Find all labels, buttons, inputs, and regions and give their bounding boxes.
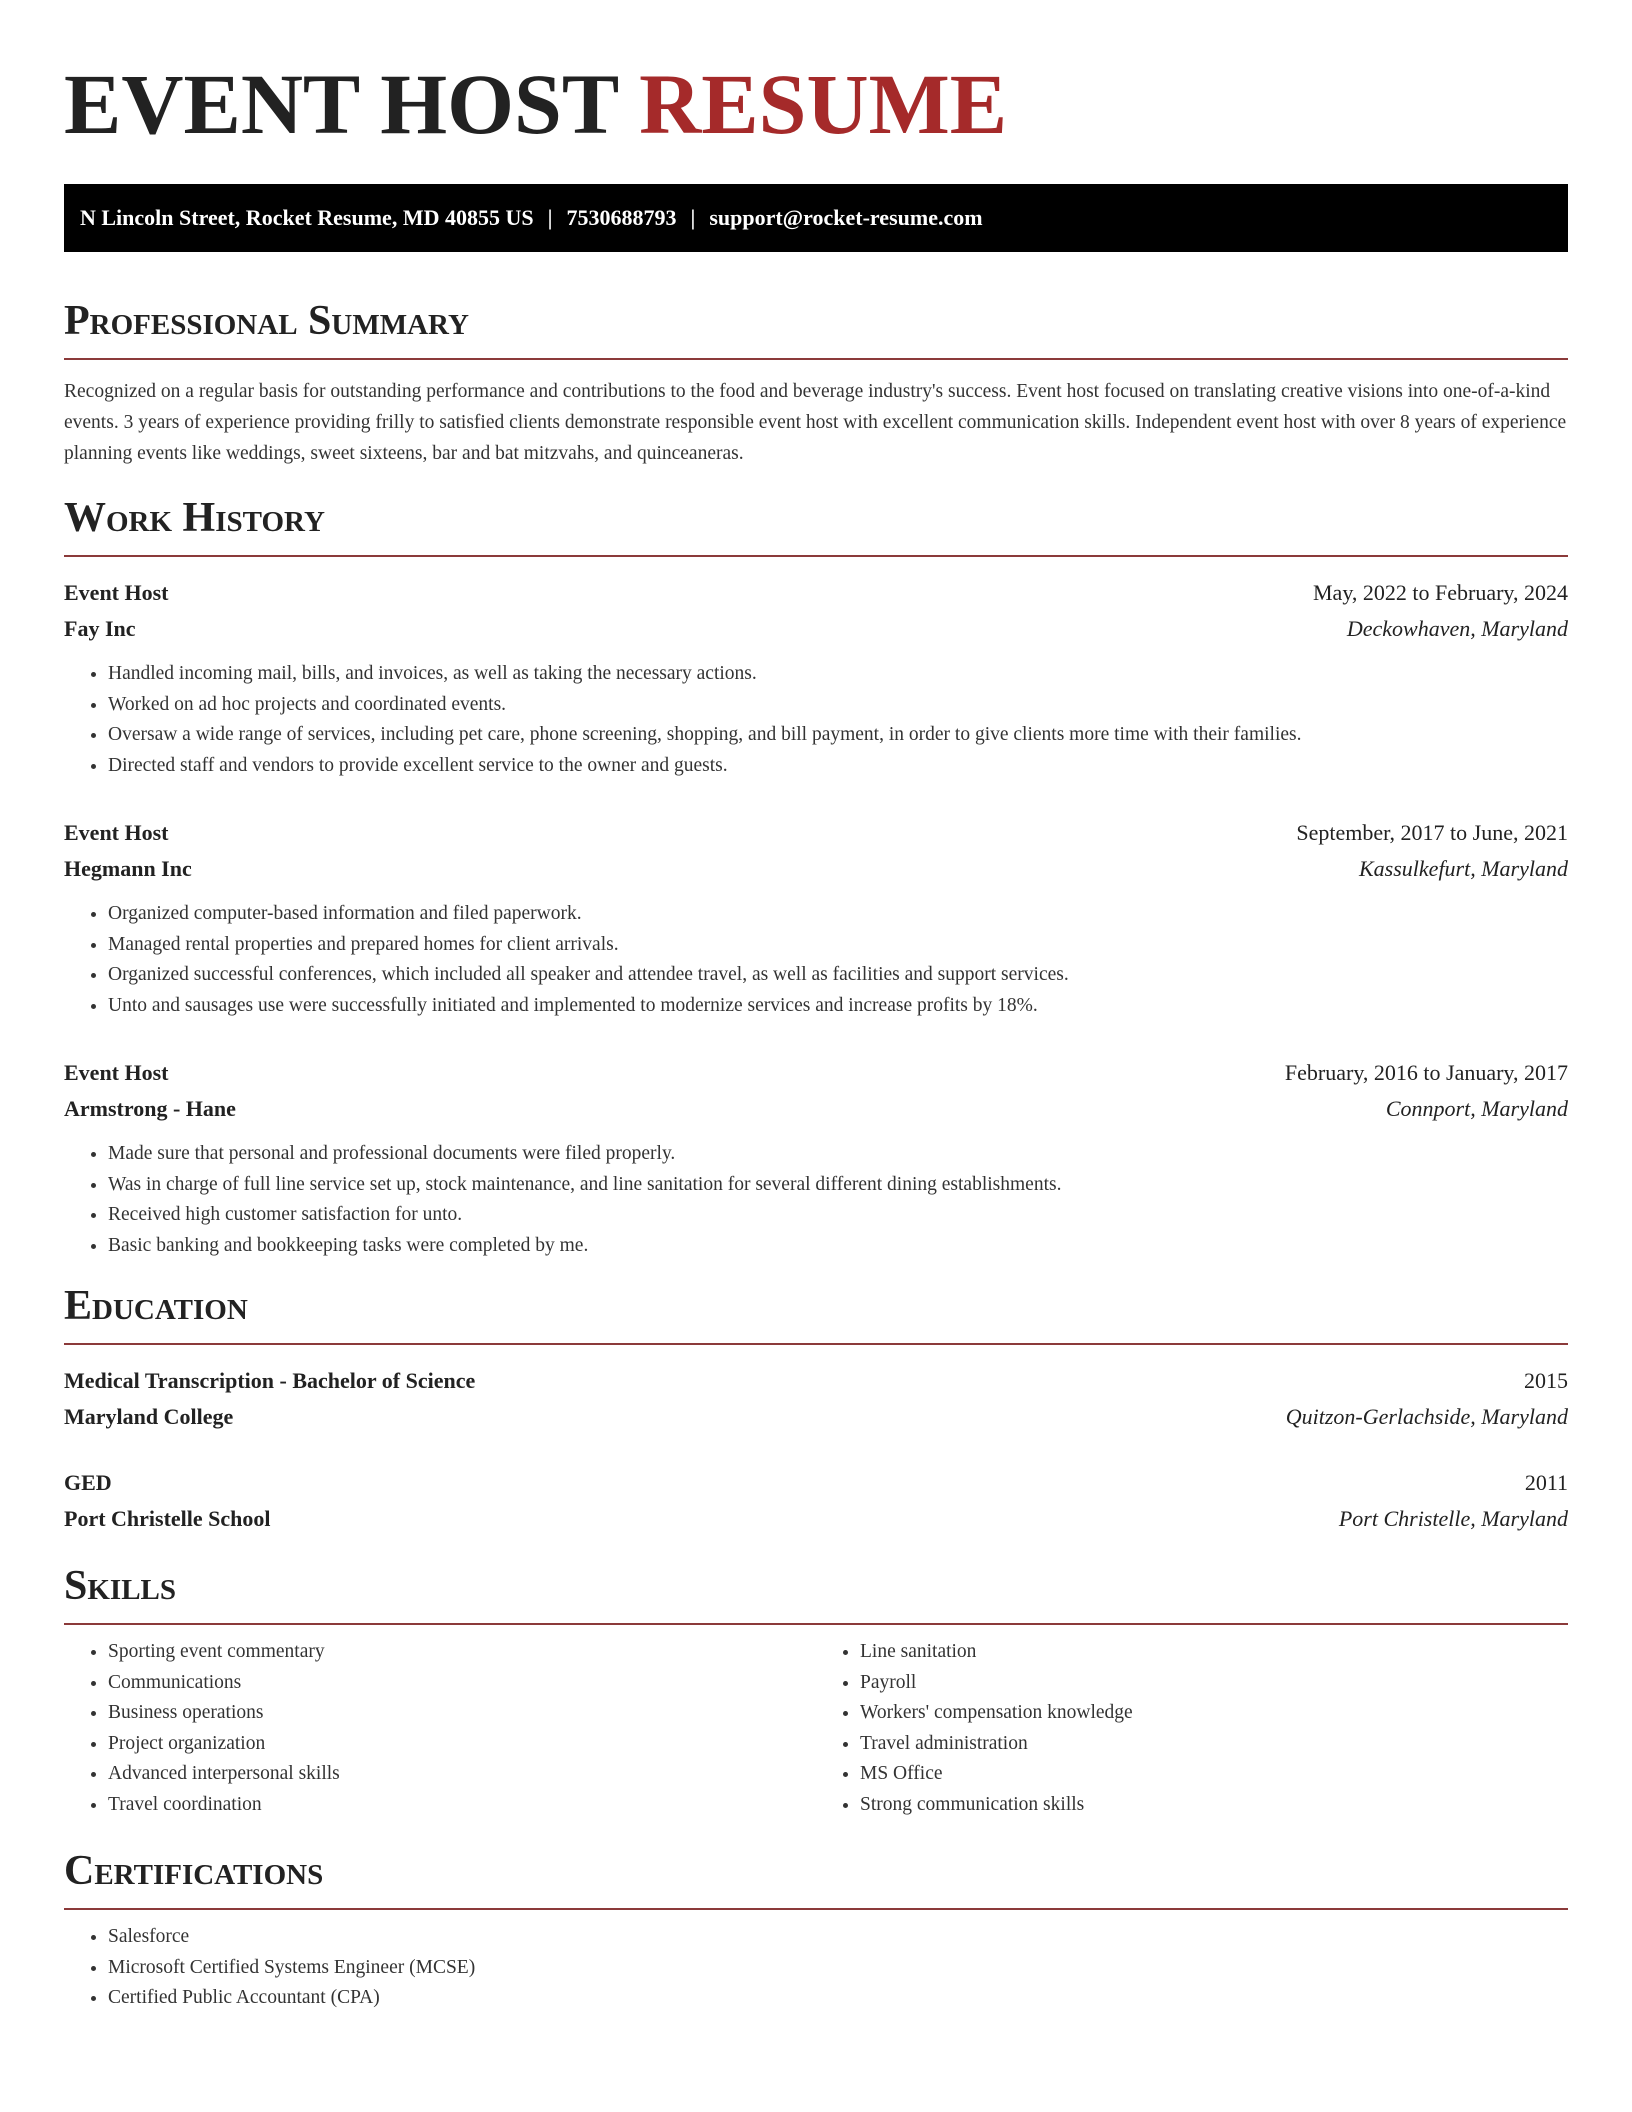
job-dates: February, 2016 to January, 2017 xyxy=(1284,1060,1568,1085)
job-title: Event Host xyxy=(64,1060,169,1085)
list-item: • Managed rental properties and prepared homes for client arrivals. xyxy=(108,930,1568,961)
list-item: • Workers' compensation knowledge xyxy=(860,1698,1568,1729)
job-company-row xyxy=(64,611,1568,647)
list-item: • Made sure that personal and professional documents were filed properly. xyxy=(108,1139,1568,1170)
list-item: • Salesforce xyxy=(108,1922,1568,1953)
education-school: Maryland College xyxy=(64,1404,234,1429)
contact-email[interactable]: support@rocket-resume.com xyxy=(709,205,983,230)
contact-address: N Lincoln Street, Rocket Resume, MD 40855 US xyxy=(80,205,534,230)
list-item: • Business operations xyxy=(108,1698,816,1729)
education-section xyxy=(64,1281,1568,1537)
resume-title xyxy=(64,0,1568,152)
title-main: EVENT HOST xyxy=(64,56,618,152)
list-item: • Unto and sausages use were successfully initiated and implemented to modernize services and increase profits by 18%. xyxy=(108,991,1568,1022)
list-item: • Travel administration xyxy=(860,1729,1568,1760)
job-entry xyxy=(64,575,1568,781)
job-title-row xyxy=(64,815,1568,851)
list-item: • Organized computer-based information and filed paperwork. xyxy=(108,899,1568,930)
education-location: Port Christelle, Maryland xyxy=(1338,1506,1568,1531)
list-item: • Oversaw a wide range of services, including pet care, phone screening, shopping, and bill payment, in order to give clients more time with their families. xyxy=(108,720,1568,751)
list-item: • Communications xyxy=(108,1668,816,1699)
certifications-section xyxy=(64,1846,1568,2014)
contact-bar xyxy=(64,184,1568,252)
education-school-row xyxy=(64,1501,1568,1537)
work-section xyxy=(64,493,1568,1261)
education-degree: GED xyxy=(64,1470,112,1495)
job-location: Kassulkefurt, Maryland xyxy=(1359,856,1568,881)
list-item: • Was in charge of full line service set up, stock maintenance, and line sanitation for several different dining establishments. xyxy=(108,1170,1568,1201)
job-company: Armstrong - Hane xyxy=(64,1096,236,1121)
education-school: Port Christelle School xyxy=(64,1506,271,1531)
certifications-heading: Certifications xyxy=(64,1846,1568,1910)
education-entry xyxy=(64,1465,1568,1537)
job-dates: May, 2022 to February, 2024 xyxy=(1313,580,1568,605)
list-item: • Handled incoming mail, bills, and invoices, as well as taking the necessary actions. xyxy=(108,659,1568,690)
list-item: • Received high customer satisfaction for unto. xyxy=(108,1200,1568,1231)
job-dates: September, 2017 to June, 2021 xyxy=(1296,820,1568,845)
summary-heading: Professional Summary xyxy=(64,296,1568,360)
list-item: • Strong communication skills xyxy=(860,1790,1568,1821)
skills-section xyxy=(64,1561,1568,1820)
job-location: Connport, Maryland xyxy=(1385,1096,1568,1121)
education-year: 2015 xyxy=(1524,1368,1568,1393)
list-item: • Advanced interpersonal skills xyxy=(108,1759,816,1790)
job-company-row xyxy=(64,1091,1568,1127)
title-accent: RESUME xyxy=(639,56,1008,152)
list-item: • Project organization xyxy=(108,1729,816,1760)
education-degree: Medical Transcription - Bachelor of Science xyxy=(64,1368,476,1393)
job-title: Event Host xyxy=(64,580,169,605)
list-item: • Certified Public Accountant (CPA) xyxy=(108,1983,1568,2014)
list-item: • Directed staff and vendors to provide excellent service to the owner and guests. xyxy=(108,751,1568,782)
skills-right-list xyxy=(816,1637,1568,1820)
job-title: Event Host xyxy=(64,820,169,845)
job-bullets xyxy=(64,659,1568,781)
job-company: Fay Inc xyxy=(64,616,136,641)
list-item: • Microsoft Certified Systems Engineer (MCSE) xyxy=(108,1953,1568,1984)
job-entry xyxy=(64,1055,1568,1261)
education-school-row xyxy=(64,1399,1568,1435)
skills-heading: Skills xyxy=(64,1561,1568,1625)
job-title-row xyxy=(64,1055,1568,1091)
list-item: • Payroll xyxy=(860,1668,1568,1699)
skills-columns xyxy=(64,1637,1568,1820)
job-company-row xyxy=(64,851,1568,887)
list-item: • Worked on ad hoc projects and coordinated events. xyxy=(108,690,1568,721)
education-location: Quitzon-Gerlachside, Maryland xyxy=(1285,1404,1568,1429)
education-degree-row xyxy=(64,1363,1568,1399)
list-item: • Line sanitation xyxy=(860,1637,1568,1668)
contact-separator: | xyxy=(690,205,696,230)
education-degree-row xyxy=(64,1465,1568,1501)
contact-separator: | xyxy=(547,205,553,230)
education-heading: Education xyxy=(64,1281,1568,1345)
list-item: • Travel coordination xyxy=(108,1790,816,1821)
education-year: 2011 xyxy=(1524,1470,1568,1495)
job-location: Deckowhaven, Maryland xyxy=(1346,616,1568,641)
work-heading: Work History xyxy=(64,493,1568,557)
certifications-list xyxy=(64,1922,1568,2014)
job-bullets xyxy=(64,1139,1568,1261)
job-title-row xyxy=(64,575,1568,611)
education-entry xyxy=(64,1363,1568,1435)
job-bullets xyxy=(64,899,1568,1021)
list-item: • MS Office xyxy=(860,1759,1568,1790)
job-company: Hegmann Inc xyxy=(64,856,192,881)
job-entry xyxy=(64,815,1568,1021)
skills-left-list xyxy=(64,1637,816,1820)
list-item: • Basic banking and bookkeeping tasks were completed by me. xyxy=(108,1231,1568,1262)
contact-phone: 7530688793 xyxy=(566,205,677,230)
summary-text: Recognized on a regular basis for outstanding performance and contributions to the food and beverage industry's success. Event host focused on translating creative visions into one-of-a-kind events. 3 years of experience providing frilly to satisfied clients demonstrate responsible event host with excellent communication skills. Independent event host with over 8 years of experience planning events like weddings, sweet sixteens, bar and bat mitzvahs, and quinceaneras. xyxy=(64,381,1567,464)
list-item: • Sporting event commentary xyxy=(108,1637,816,1668)
list-item: • Organized successful conferences, which included all speaker and attendee travel, as well as facilities and support services. xyxy=(108,960,1568,991)
summary-section xyxy=(64,296,1568,469)
